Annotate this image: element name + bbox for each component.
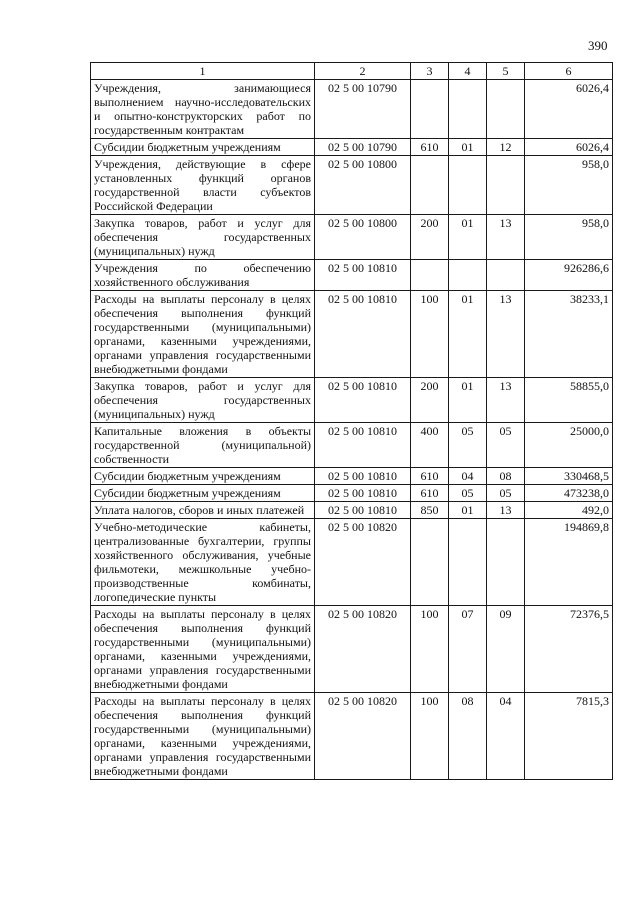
target-article-code-cell: 02 5 00 10810 xyxy=(315,260,411,291)
subsection-cell: 12 xyxy=(487,139,525,156)
table-row xyxy=(91,80,613,139)
target-article-code-cell: 02 5 00 10810 xyxy=(315,423,411,468)
expense-type-cell: 850 xyxy=(411,502,449,519)
section-cell: 04 xyxy=(449,468,487,485)
section-cell: 05 xyxy=(449,423,487,468)
amount-cell: 58855,0 xyxy=(525,378,613,423)
expense-type-cell: 100 xyxy=(411,606,449,693)
row-name-cell: Уплата налогов, сборов и иных платежей xyxy=(91,502,315,519)
table-row xyxy=(91,260,613,291)
target-article-code-cell: 02 5 00 10820 xyxy=(315,519,411,606)
subsection-cell: 13 xyxy=(487,215,525,260)
subsection-cell xyxy=(487,80,525,139)
expense-type-cell xyxy=(411,519,449,606)
target-article-code-cell: 02 5 00 10810 xyxy=(315,485,411,502)
expense-type-cell: 200 xyxy=(411,215,449,260)
table-row xyxy=(91,291,613,378)
table-row xyxy=(91,468,613,485)
expense-type-cell: 610 xyxy=(411,485,449,502)
expense-type-cell: 200 xyxy=(411,378,449,423)
subsection-cell: 05 xyxy=(487,423,525,468)
section-cell xyxy=(449,260,487,291)
target-article-code-cell: 02 5 00 10820 xyxy=(315,693,411,780)
column-header: 5 xyxy=(487,63,525,80)
row-name-cell: Учебно-методические кабинеты, централизованные бухгалтерии, группы хозяйственного обслуживания, учебные фильмотеки, межшкольные учебно-производственные комбинаты, логопедические пункты xyxy=(91,519,315,606)
budget-table xyxy=(90,62,613,780)
section-cell: 08 xyxy=(449,693,487,780)
table-row xyxy=(91,606,613,693)
table-row xyxy=(91,423,613,468)
section-cell: 01 xyxy=(449,215,487,260)
target-article-code-cell: 02 5 00 10820 xyxy=(315,606,411,693)
table-row xyxy=(91,485,613,502)
section-cell: 07 xyxy=(449,606,487,693)
section-cell xyxy=(449,80,487,139)
table-row xyxy=(91,693,613,780)
amount-cell: 492,0 xyxy=(525,502,613,519)
section-cell: 05 xyxy=(449,485,487,502)
table-row xyxy=(91,502,613,519)
table-body xyxy=(91,80,613,780)
column-header: 2 xyxy=(315,63,411,80)
amount-cell: 7815,3 xyxy=(525,693,613,780)
subsection-cell: 05 xyxy=(487,485,525,502)
amount-cell: 926286,6 xyxy=(525,260,613,291)
section-cell: 01 xyxy=(449,291,487,378)
table-row xyxy=(91,156,613,215)
table-row xyxy=(91,139,613,156)
expense-type-cell xyxy=(411,156,449,215)
subsection-cell xyxy=(487,260,525,291)
target-article-code-cell: 02 5 00 10800 xyxy=(315,215,411,260)
subsection-cell: 13 xyxy=(487,378,525,423)
expense-type-cell: 100 xyxy=(411,693,449,780)
target-article-code-cell: 02 5 00 10810 xyxy=(315,378,411,423)
table-row xyxy=(91,378,613,423)
expense-type-cell: 400 xyxy=(411,423,449,468)
row-name-cell: Субсидии бюджетным учреждениям xyxy=(91,468,315,485)
section-cell: 01 xyxy=(449,502,487,519)
row-name-cell: Расходы на выплаты персоналу в целях обеспечения выполнения функций государственными (муниципальными) органами, казенными учреждениями, органами управления государственными внебюджетными фондами xyxy=(91,606,315,693)
row-name-cell: Расходы на выплаты персоналу в целях обеспечения выполнения функций государственными (муниципальными) органами, казенными учреждениями, органами управления государственными внебюджетными фондами xyxy=(91,291,315,378)
subsection-cell: 13 xyxy=(487,291,525,378)
amount-cell: 958,0 xyxy=(525,215,613,260)
table-row xyxy=(91,519,613,606)
column-header: 3 xyxy=(411,63,449,80)
row-name-cell: Расходы на выплаты персоналу в целях обеспечения выполнения функций государственными (муниципальными) органами, казенными учреждениями, органами управления государственными внебюджетными фондами xyxy=(91,693,315,780)
amount-cell: 473238,0 xyxy=(525,485,613,502)
amount-cell: 6026,4 xyxy=(525,80,613,139)
header-row xyxy=(91,63,613,80)
row-name-cell: Субсидии бюджетным учреждениям xyxy=(91,485,315,502)
subsection-cell xyxy=(487,156,525,215)
amount-cell: 958,0 xyxy=(525,156,613,215)
section-cell: 01 xyxy=(449,378,487,423)
amount-cell: 194869,8 xyxy=(525,519,613,606)
row-name-cell: Учреждения, действующие в сфере установленных функций органов государственной власти субъектов Российской Федерации xyxy=(91,156,315,215)
target-article-code-cell: 02 5 00 10810 xyxy=(315,468,411,485)
row-name-cell: Закупка товаров, работ и услуг для обеспечения государственных (муниципальных) нужд xyxy=(91,215,315,260)
column-header: 6 xyxy=(525,63,613,80)
target-article-code-cell: 02 5 00 10800 xyxy=(315,156,411,215)
expense-type-cell xyxy=(411,260,449,291)
section-cell xyxy=(449,519,487,606)
amount-cell: 330468,5 xyxy=(525,468,613,485)
column-header: 1 xyxy=(91,63,315,80)
row-name-cell: Учреждения, занимающиеся выполнением научно-исследовательских и опытно-конструкторских работ по государственным контрактам xyxy=(91,80,315,139)
row-name-cell: Субсидии бюджетным учреждениям xyxy=(91,139,315,156)
expense-type-cell: 100 xyxy=(411,291,449,378)
table-row xyxy=(91,215,613,260)
expense-type-cell: 610 xyxy=(411,468,449,485)
row-name-cell: Закупка товаров, работ и услуг для обеспечения государственных (муниципальных) нужд xyxy=(91,378,315,423)
page-number: 390 xyxy=(588,38,608,53)
target-article-code-cell: 02 5 00 10790 xyxy=(315,139,411,156)
subsection-cell: 04 xyxy=(487,693,525,780)
row-name-cell: Учреждения по обеспечению хозяйственного обслуживания xyxy=(91,260,315,291)
section-cell: 01 xyxy=(449,139,487,156)
section-cell xyxy=(449,156,487,215)
amount-cell: 38233,1 xyxy=(525,291,613,378)
row-name-cell: Капитальные вложения в объекты государственной (муниципальной) собственности xyxy=(91,423,315,468)
subsection-cell: 08 xyxy=(487,468,525,485)
amount-cell: 72376,5 xyxy=(525,606,613,693)
subsection-cell: 13 xyxy=(487,502,525,519)
expense-type-cell: 610 xyxy=(411,139,449,156)
target-article-code-cell: 02 5 00 10790 xyxy=(315,80,411,139)
target-article-code-cell: 02 5 00 10810 xyxy=(315,291,411,378)
subsection-cell xyxy=(487,519,525,606)
column-header: 4 xyxy=(449,63,487,80)
amount-cell: 6026,4 xyxy=(525,139,613,156)
expense-type-cell xyxy=(411,80,449,139)
target-article-code-cell: 02 5 00 10810 xyxy=(315,502,411,519)
amount-cell: 25000,0 xyxy=(525,423,613,468)
subsection-cell: 09 xyxy=(487,606,525,693)
